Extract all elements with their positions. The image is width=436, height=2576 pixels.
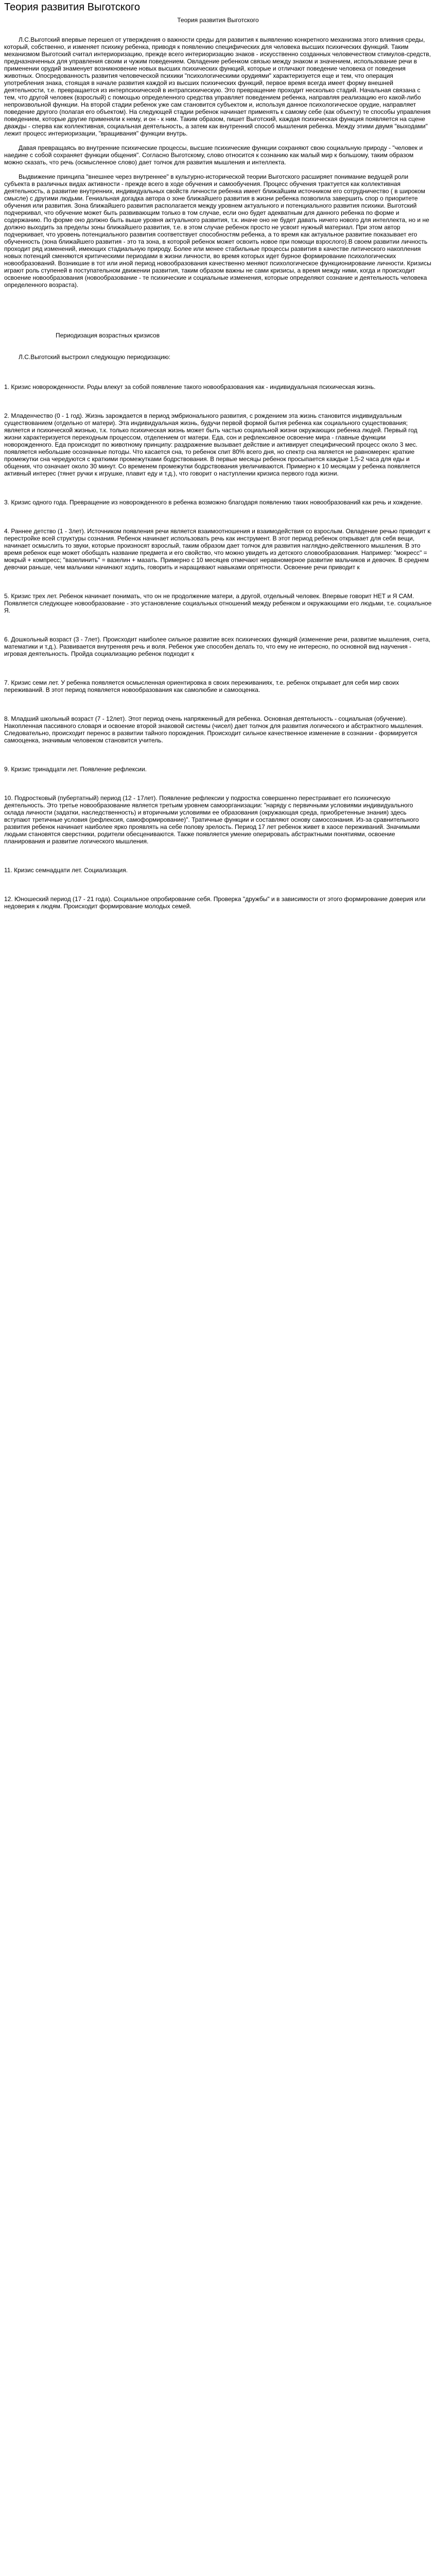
period-item: 3. Кризис одного года. Превращение из новорожденного в ребенка возможно благодаря появлению таких новообразований как речь и хождение.	[4, 499, 423, 506]
period-item: 6. Дошкольный возраст (3 - 7лет). Происходит наиболее сильное развитие всех психических функций (изменение речи, развитие мышления, счета, математики и т.д.). Развивается внутренняя речь и воля. Ребенок уже способен делать то, что ему не интересно, по основной вид научения - игровая деятельность. Пройда социализацию ребенок подходит к	[4, 636, 430, 657]
period-item: 8. Младший школьный возраст (7 - 12лет). Этот период очень напряженный для ребенка. Основная деятельность - социальная (обучение). Накопленная пассивного словаря и освоение второй знаковой системы (чисел) дает толчок для развития логического и абстрактного мышления. Следовательно, происходит перенос в развитии тайного порождения. Происходит сильное качественное изменение в сознании - формируется самооценка, значимым человеком становится учитель.	[4, 715, 423, 744]
period-item: 7. Кризис семи лет. У ребенка появляется осмысленная ориентировка в своих переживаниях, т.е. ребенок открывает для себя мир своих переживаний. В этот период появляется новообразования как самолюбие и самооценка.	[4, 679, 399, 693]
period-item: 4. Раннее детство (1 - 3лет). Источником появления речи является взаимоотношения и взаимодействия со взрослым. Овладение речью приводит к перестройке всей структуры сознания. Ребенок начинает использовать речь как инструмент. В этот период ребенок открывает для себя вещи, начинает осмыслить то звуки, которые произносят взрослый, таким образом дает толчок для развития наглядно-действенного мышления. В это время ребенок еще может обобщать название предмета и его свойство, что можно увидеть из детского словообразования. Например: "мокресс" = мокрый + компресс; "вазелинить" = вазелин + мазать. Примерно с 10 месяцев отмечают неравномерное развитие мальчиков и девочек. В среднем девочки раньше, чем мальчики начинают ходить, говорить и наращивают навыками опрятности. Освоение речи приводит к	[4, 528, 430, 571]
intro-paragraph-1: Л.С.Выготский впервые перешел от утверждения о важности среды для развития к выявлению конкретного механизма этого влияния среды, который, собственно, и изменяет психику ребенка, приводя к появлению специфических для человека высших психических функций. Таким механизмом Выготский считал интериоризацию, прежде всего интериоризацию знаков - искусственно созданных человечеством стимулов-средств, предназначенных для управления своим и чужим поведением. Овладение ребенком связью между знаком и значением, использование речи в применении орудий знаменует возникновение новых высших психических функций, которые и отличают поведение человека от поведения животных. Опосредованность развития человеческой психики "психологическими орудиями" характеризуется еще и тем, что операция употребления знака, стоящая в начале развития каждой из высших психических функций, первое время всегда имеет форму внешней деятельности, т.е. превращается из интерпсихической в интрапсихическую. Это превращение проходит несколько стадий. Начальная связана с тем, что другой человек (взрослый) с помощью определенного средства управляет поведением ребенка, направляя реализацию его какой-либо непроизвольной функции. На второй стадии ребенок уже сам становится субъектом и, используя данное психологическое орудие, направляет поведение другого (полагая его объектом). На следующей стадии ребенок начинает применять к самому себе (как объекту) те способы управления поведением, которые другие применяли к нему, и он - к ним. Таким образом, пишет Выготский, каждая психическая функция появляется на сцене дважды - сперва как коллективная, социальная деятельность, а затем как внутренний способ мышления ребенка. Между этими двумя "выходами" лежит процесс интериоризации, "вращивания" функции внутрь.	[4, 36, 431, 137]
periodization-heading: Периодизация возрастных кризисов	[56, 332, 160, 339]
document-page	[0, 0, 436, 910]
section-heading: Теория развития Выготского	[177, 16, 259, 24]
period-item: 9. Кризис тринадцати лет. Появление рефлексии.	[4, 766, 147, 773]
period-item: 11. Кризис семнадцати лет. Социализация.	[4, 867, 128, 874]
period-item: 10. Подростковый (пубертатный) период (12 - 17лет). Появление рефлексии у подростка совершенно перестраивает его психическую деятельность. Это третье новообразование является третьим уровнем самоорганизации: "наряду с первичными условиями индивидуального склада личности (задатки, наследственность) и вторичными условиями ее образования (окружающая среда, приобретенные знания) здесь вступают третичные условия (рефлексия, самоформирование)". Тратичные функции и составляют основу самосознания. Из-за сравнительного развития ребенок начинает наиболее ярко проявлять на себе полову зрелость. Период 17 лет ребенок живет в хаосе переживаний. Значимыми людьми становятся сверстники, родители обесцениваются. Также появляется умение оперировать абстрактными понятиями, освоение планирования и развитие логического мышления.	[4, 794, 420, 845]
period-item: 1. Кризис новорожденности. Роды влекут за собой появление такого новообразования как - индивидуальная психическая жизнь.	[4, 383, 376, 391]
intro-paragraph-3: Выдвижение принципа "внешнее через внутреннее" в культурно-исторической теории Выготского расширяет понимание ведущей роли субъекта в различных видах активности - прежде всего в ходе обучения и самообучения. Процесс обучения трактуется как коллективная деятельность, а развитие внутренних, индивидуальных свойств личности ребенка имеет ближайшим источником его сотрудничество ( в широком смысле) с другими людьми. Гениальная догадка автора о зоне ближайшего развития в жизни ребенка позволила завершить спор о приоритете обучения или развития. Зона ближайшего развития располагается между уровнем актуального и потенциального развития психики. Выготский подчеркивал, что обучение может быть развивающим только в том случае, если оно будет адекватным для данного ребенка по форме и содержанию. По форме оно должно быть выше уровня актуального развития, т.к. иначе оно не будет давать ничего нового для интеллекта, но и не должно выходить за пределы зоны ближайшего развития, т.е. в этом случае ребенок просто не усвоит нужный материал. При этом автор подчеркивает, что уровень потенциального развития соответствует способностям ребенка, а то время как актуальное развитие показывает его обученность (зона ближайшего развития - это та зона, в которой ребенок может освоить новое при помощи взрослого).В своем развитии личность проходит ряд изменений, имеющих стадиальную природу. Более или менее стабильные процессы развития в качестве литического накопления новых потенций сменяются критическими периодами в жизни личности, во время которых идет бурное формирование психологических новообразований. Возникшие в тот или иной период новообразования качественно меняют психологическое функционирование личности. Кризисы играют роль ступеней в поступательном движении развития, таким образом важны не сами кризисы, а время между ними, когда и происходит освоение новообразования (новообразование - те психические и социальные изменения, которые определяют сознание и деятельность человека определенного возраста).	[4, 173, 431, 289]
intro-paragraph-2: Давая превращаясь во внутренние психические процессы, высшие психические функции сохраняют свою социальную природу - "человек и наедине с собой сохраняет функции общения". Согласно Выготскому, слово относится к сознанию как малый мир к большому, таким образом можно сказать, что речь (осмысленное слово) дает толчок для развития мышления и интеллекта.	[4, 144, 423, 166]
period-item: 2. Младенчество (0 - 1 год). Жизнь зарождается в период эмбрионального развития, с рождением эта жизнь становится индивидуальным существованием (отдельно от матери). Эта индивидуальная жизнь, будучи первой формой бытия ребенка как социального существования; является и психической жизнью, т.к. только психическая жизнь может быть частью социальной жизни окружающих ребенка людей. Первый год жизни характеризуется переходным процессом, отделением от матери. Еда, сон и рефлексивное освоение мира - главные функции новорожденного. Еда происходит по животному принципу: раздражение вызывает действие и активирует специфический процесс около 3 мес. появляется небольшие осознанные потоды. Что касается сна, то ребенок спит 80% всего дня, но спектр сна является не равномерен: краткие промежутки сна чередуются с краткими промежутками бодрствования. В первые месяцы ребенок просыпается каждые 1,5-2 часа для еды и общения, что означает около 30 минут. Со временем промежутки бодрствования увеличиваются. Примерно к 10 месяцам у ребенка появляется активный интерес (тянет ручки к игрушке, плавит еду и т.д.), что говорит о наступлении кризиса первого года жизни.	[4, 412, 421, 477]
period-item: 5. Кризис трех лет. Ребенок начинает понимать, что он не продолжение матери, а другой, отдельный человек. Впервые говорит НЕТ и Я САМ. Появляется следующее новообразование - это установление социальных отношений между ребенком и окружающими его людьми, т.е. социальное Я.	[4, 592, 432, 614]
page-title: Теория развития Выготского	[4, 2, 140, 13]
periodization-lead: Л.С.Выготский выстроил следующую периодизацию:	[19, 353, 171, 361]
period-item: 12. Юношеский период (17 - 21 года). Социальное опробирование себя. Проверка "дружбы" и в зависимости от этого формирование доверия или недоверия к людям. Происходит формирование молодых семей.	[4, 895, 426, 910]
